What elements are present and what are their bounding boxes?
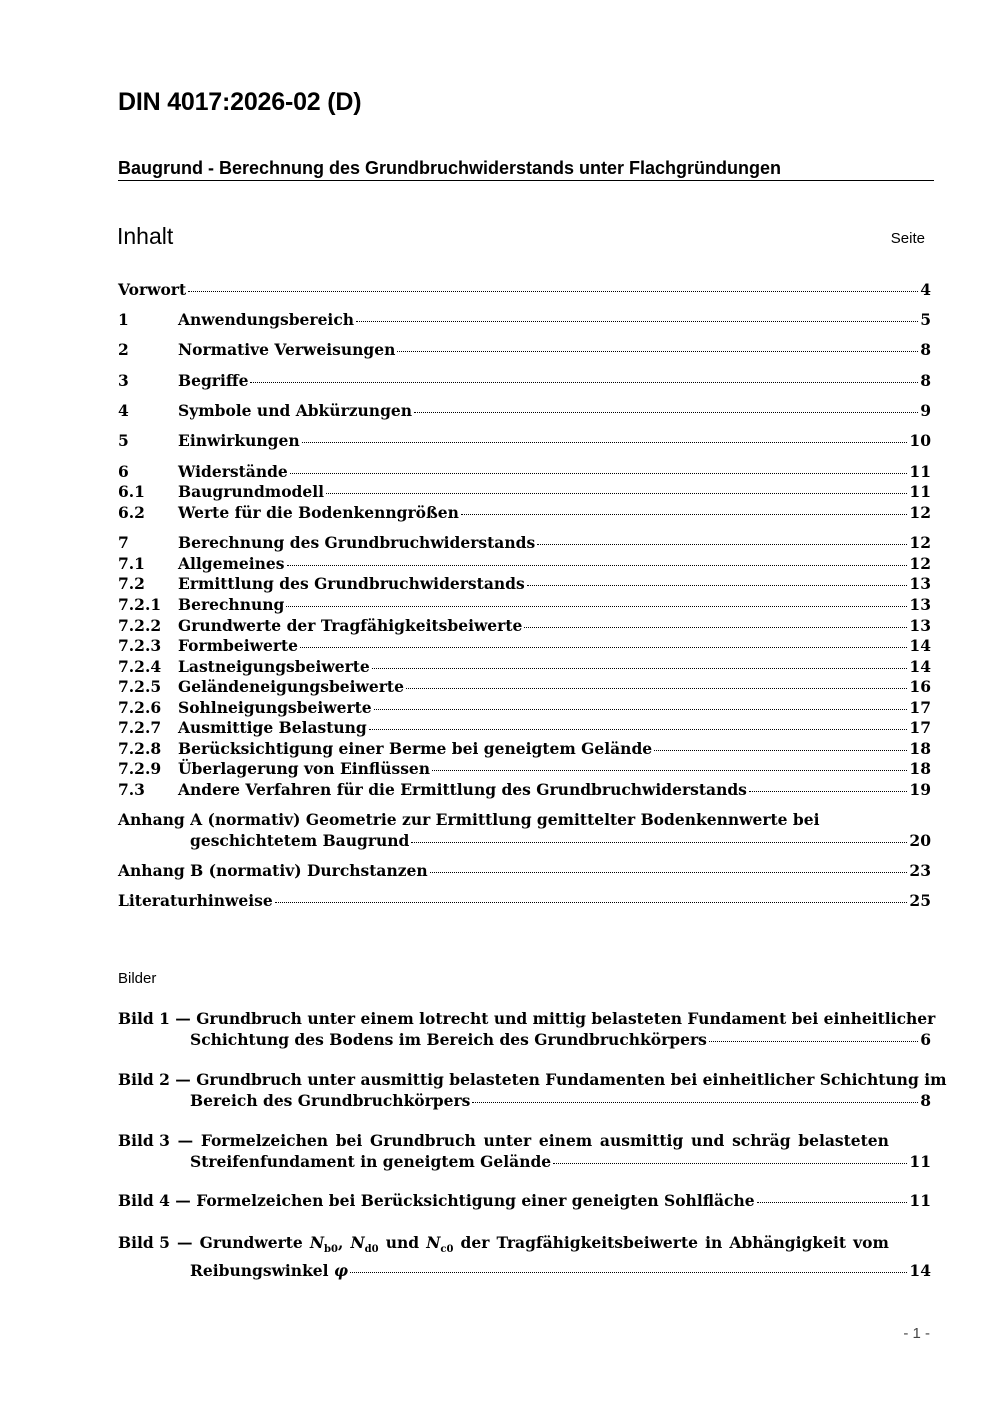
annex-a-title: Anhang A (normativ) Geometrie zur Ermittlung gemittelter Bodenkennwerte bei (118, 810, 820, 829)
toc-entry-title: Anwendungsbereich (178, 310, 355, 329)
document-title: Baugrund - Berechnung des Grundbruchwiderstands unter Flachgründungen (118, 158, 934, 181)
toc-entry-number: 7.3 (118, 780, 145, 799)
symbol-nd0: $N_{d0}$ (350, 1233, 379, 1256)
dot-leader (709, 1041, 918, 1042)
caption-word: Bild 3 (118, 1131, 170, 1150)
toc-entry[interactable] (118, 718, 931, 739)
toc-entry-number: 2 (118, 340, 129, 359)
figure-page: 6 (920, 1030, 931, 1049)
toc-entry[interactable] (118, 595, 931, 616)
toc-entry-title: Einwirkungen (178, 431, 300, 450)
toc-entry[interactable] (118, 340, 931, 361)
figure-caption-continued: Bereich des Grundbruchkörpers (190, 1091, 471, 1110)
figure-entry-5[interactable] (118, 1232, 931, 1281)
toc-entry-page: 23 (909, 861, 931, 880)
toc-entry[interactable] (118, 462, 931, 483)
toc-entry[interactable] (118, 401, 931, 422)
dot-leader (414, 412, 918, 413)
figure-caption: Bild 2 — Grundbruch unter ausmittig belasteten Fundamenten bei einheitlicher Schichtung im (118, 1070, 947, 1089)
figure-entry-2[interactable] (118, 1069, 947, 1111)
toc-entry-page: 5 (920, 310, 931, 329)
toc-entry[interactable] (118, 371, 931, 392)
toc-entry-number: 6.1 (118, 482, 145, 501)
toc-entry-number: 7.2.6 (118, 698, 162, 717)
toc-entry-annex-b[interactable] (118, 861, 931, 882)
toc-entry-number: 6 (118, 462, 129, 481)
dot-leader (372, 668, 908, 669)
toc-entry-page: 8 (920, 340, 931, 359)
toc-entry[interactable] (118, 554, 931, 575)
dot-leader (326, 493, 907, 494)
dot-leader (461, 514, 908, 515)
dot-leader (188, 291, 918, 292)
toc-entry-title: Widerstände (178, 462, 288, 481)
dot-leader (406, 688, 907, 689)
caption-word: — (177, 1131, 194, 1150)
toc-entry-number: 4 (118, 401, 129, 420)
symbol-nc0: $N_{c0}$ (426, 1233, 454, 1256)
caption-word: Grundbruch (370, 1131, 476, 1150)
caption-word: belasteten (798, 1131, 889, 1150)
dot-leader (757, 1202, 908, 1203)
dot-leader (527, 585, 908, 586)
dot-leader (286, 606, 907, 607)
annex-b-title: Anhang B (normativ) Durchstanzen (118, 861, 428, 880)
toc-entry-page: 20 (909, 830, 931, 850)
toc-entry-page: 13 (909, 574, 931, 593)
caption-word: Grundwerte (199, 1233, 303, 1252)
toc-entry-number: 7.2.2 (118, 616, 162, 635)
toc-entry-page: 19 (909, 780, 931, 799)
toc-entry[interactable] (118, 698, 931, 719)
toc-entry-title: Berechnung des Grundbruchwiderstands (178, 533, 536, 552)
toc-entry-page: 13 (909, 595, 931, 614)
dot-leader (302, 442, 908, 443)
toc-entry-page: 12 (909, 503, 931, 522)
caption-word: der (460, 1233, 490, 1252)
toc-entry-title: Ermittlung des Grundbruchwiderstands (178, 574, 525, 593)
toc-entry-annex-a[interactable] (118, 810, 931, 851)
toc-entry-title: Ausmittige Belastung (178, 718, 367, 737)
figure-caption-continued: Schichtung des Bodens im Bereich des Grundbruchkörpers (190, 1030, 707, 1049)
caption-word: und (690, 1131, 725, 1150)
toc-entry[interactable] (118, 677, 931, 698)
dot-leader (250, 382, 918, 383)
literature-title: Literaturhinweise (118, 891, 273, 910)
caption-word: Abhängigkeit (729, 1233, 847, 1252)
toc-entry-title: Formbeiwerte (178, 636, 299, 655)
figure-caption-continued: Reibungswinkel (190, 1261, 329, 1281)
caption-word: Formelzeichen (200, 1131, 329, 1150)
toc-entry-number: 7.2.1 (118, 595, 162, 614)
figure-caption (118, 1232, 889, 1260)
toc-entry-page: 8 (920, 371, 931, 390)
figure-caption: Bild 1 — Grundbruch unter einem lotrecht und mittig belasteten Fundament bei einheitlicher (118, 1009, 936, 1028)
figure-page: 11 (909, 1191, 931, 1210)
dot-leader (397, 351, 918, 352)
dot-leader (300, 647, 907, 648)
toc-entry-number: 7.2.8 (118, 739, 162, 758)
toc-entry-page: 17 (909, 718, 931, 737)
figure-caption (118, 1130, 889, 1151)
figure-entry-1[interactable] (118, 1008, 936, 1050)
toc-entry-page: 12 (909, 533, 931, 552)
dot-leader (290, 473, 908, 474)
toc-entry-number: 1 (118, 310, 129, 329)
toc-entry-title: Andere Verfahren für die Ermittlung des Grundbruchwiderstands (178, 780, 747, 799)
toc-entry-page: 17 (909, 698, 931, 717)
figure-page: 14 (909, 1261, 931, 1281)
page-column-label: Seite (890, 230, 925, 247)
dot-leader (537, 544, 907, 545)
toc-entry[interactable] (118, 657, 931, 678)
toc-entry-page: 10 (909, 431, 931, 450)
figure-entry-4[interactable] (118, 1191, 931, 1212)
caption-word: schräg (732, 1131, 791, 1150)
toc-entry[interactable] (118, 636, 931, 657)
toc-entry-title: Baugrundmodell (178, 482, 325, 501)
toc-entry-title: Berechnung (178, 595, 285, 614)
caption-word: Tragfähigkeitsbeiwerte (496, 1233, 698, 1252)
toc-entry-number: 7.2 (118, 574, 145, 593)
caption-word: bei (335, 1131, 363, 1150)
toc-entry-number: 7.2.9 (118, 759, 162, 778)
toc-entry[interactable] (118, 739, 931, 760)
toc-entry-title: Geländeneigungsbeiwerte (178, 677, 404, 696)
toc-entry-page: 9 (920, 401, 931, 420)
toc-entry-page: 12 (909, 554, 931, 573)
toc-entry-page: 11 (909, 462, 931, 481)
symbol-nb0: $N_{b0}$, (309, 1233, 344, 1256)
toc-entry-title: Sohlneigungsbeiwerte (178, 698, 372, 717)
dot-leader (432, 770, 907, 771)
toc-entry-title: Grundwerte der Tragfähigkeitsbeiwerte (178, 616, 523, 635)
toc-entry-title: Lastneigungsbeiwerte (178, 657, 370, 676)
toc-entry-literature[interactable] (118, 891, 931, 912)
dot-leader (749, 791, 908, 792)
toc-entry-page: 18 (909, 739, 931, 758)
toc-entry-title: Vorwort (118, 280, 187, 299)
figure-caption: Bild 4 — Formelzeichen bei Berücksichtigung einer geneigten Sohlfläche (118, 1191, 755, 1210)
dot-leader (411, 842, 907, 843)
toc-entry-page: 25 (909, 891, 931, 910)
toc-entry-title: Werte für die Bodenkenngrößen (178, 503, 459, 522)
toc-entry[interactable] (118, 431, 931, 452)
dot-leader (275, 902, 908, 903)
toc-entry-page: 4 (920, 280, 931, 299)
toc-entry-number: 7.2.4 (118, 657, 162, 676)
toc-entry-number: 7.2.3 (118, 636, 162, 655)
caption-word: Bild 5 (118, 1233, 170, 1252)
document-id: DIN 4017:2026-02 (D) (118, 88, 362, 116)
figure-entry-3[interactable] (118, 1130, 931, 1172)
toc-entry-title: Begriffe (178, 371, 249, 390)
toc-entry-title: Überlagerung von Einflüssen (178, 759, 431, 778)
dot-leader (430, 872, 908, 873)
toc-entry[interactable] (118, 533, 931, 554)
figure-caption-continued: Streifenfundament in geneigtem Gelände (190, 1152, 552, 1171)
figures-heading: Bilder (118, 970, 157, 987)
toc-entry-title: Symbole und Abkürzungen (178, 401, 413, 420)
toc-entry-title: Allgemeines (178, 554, 285, 573)
dot-leader (369, 729, 908, 730)
dot-leader (374, 709, 908, 710)
toc-entry[interactable] (118, 280, 931, 301)
dot-leader (553, 1163, 907, 1164)
toc-entry-page: 11 (909, 482, 931, 501)
toc-entry-number: 7 (118, 533, 129, 552)
toc-entry[interactable] (118, 574, 931, 595)
caption-word: und (385, 1233, 420, 1252)
toc-entry-page: 18 (909, 759, 931, 778)
caption-word: unter (483, 1131, 532, 1150)
dot-leader (287, 565, 908, 566)
figure-page: 11 (909, 1152, 931, 1171)
toc-entry-number: 7.1 (118, 554, 145, 573)
annex-a-title-continued: geschichtetem Baugrund (190, 830, 410, 850)
dot-leader (654, 750, 907, 751)
caption-word: vom (853, 1233, 889, 1252)
toc-entry[interactable] (118, 616, 931, 637)
toc-entry-number: 7.2.7 (118, 718, 162, 737)
caption-word: — (177, 1233, 193, 1252)
toc-entry-number: 5 (118, 431, 129, 450)
toc-entry-title: Normative Verweisungen (178, 340, 396, 359)
toc-entry[interactable] (118, 503, 931, 524)
toc-heading: Inhalt (117, 223, 174, 249)
dot-leader (524, 627, 907, 628)
toc-entry-number: 7.2.5 (118, 677, 162, 696)
caption-word: ausmittig (599, 1131, 684, 1150)
caption-word: einem (538, 1131, 593, 1150)
toc-entry[interactable] (118, 780, 931, 801)
toc-entry-page: 14 (909, 657, 931, 676)
toc-entry-number: 6.2 (118, 503, 145, 522)
toc-entry-number: 3 (118, 371, 129, 390)
page-number: - 1 - (903, 1325, 930, 1342)
toc-entry[interactable] (118, 310, 931, 331)
toc-entry-page: 13 (909, 616, 931, 635)
dot-leader (472, 1102, 918, 1103)
caption-word: in (705, 1233, 723, 1252)
dot-leader (350, 1272, 907, 1273)
toc-entry[interactable] (118, 759, 931, 780)
symbol-phi: φ (333, 1261, 348, 1281)
dot-leader (356, 321, 918, 322)
toc-entry-page: 16 (909, 677, 931, 696)
toc-entry[interactable] (118, 482, 931, 503)
toc-entry-page: 14 (909, 636, 931, 655)
figure-page: 8 (920, 1091, 931, 1110)
toc-entry-title: Berücksichtigung einer Berme bei geneigtem Gelände (178, 739, 653, 758)
